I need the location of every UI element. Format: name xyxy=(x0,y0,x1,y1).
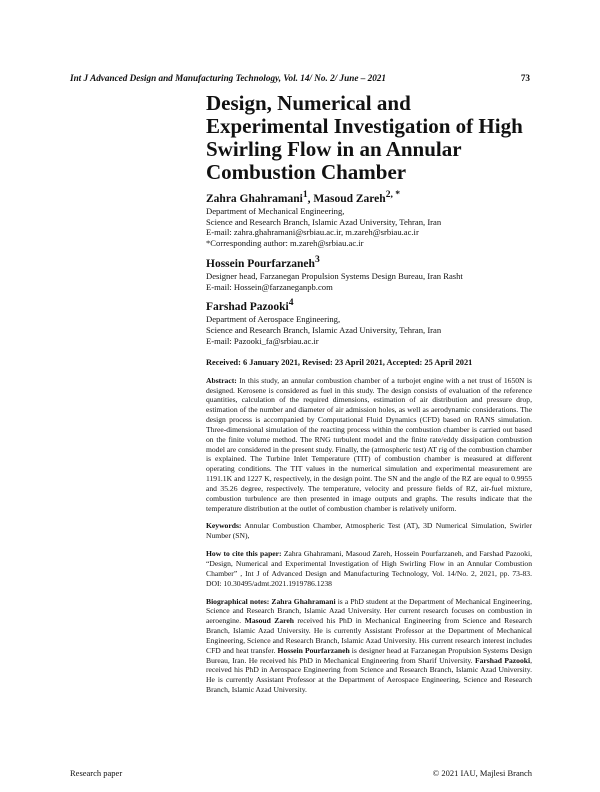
article-title xyxy=(206,92,532,184)
abstract-text: In this study, an annular combustion chamber of a turbojet engine with a net trust of 1650N is designed. Kerosene is considered as fuel in this study. The design consists of evaluation of the reference quantities, calculation of the required dimensions, estimation of air distribution and pressure drop, estimation of the number and diameter of air admission holes, as well as aerodynamic considerations. The design process is accompanied by Computational Fluid Dynamics (CFD) based on RANS simulation. Three-dimensional simulation of the reacting process within the combustion chamber is carried out based on the finite volume method. The RNG turbulent model and the finite rate/eddy dissipation combustion model are considered in the present study. Finally, the (atmospheric test) AT rig of the combustion chamber is explained. The Turbine Inlet Temperature (TIT) of combustion chamber is measured at different operating conditions. The TIT values in the numerical simulation and experimental measurement are 1191.1K and 1227 K, respectively, in the design point. The SN and the angle of the RZ are equal to 0.9955 and 35.26 degree, respectively. The temperature, velocity and pressure fields of RZ, air-fuel mixture, combustion turbulence are then presented in image outputs and graphs. The results indicate that the temperature distribution at the outlet of combustion chamber is relatively uniform. xyxy=(206,375,532,513)
bio-text: , received his PhD in Aerospace Engineering from Science and Research Branch, Islamic Azad University. He is currently Assistant Professor at the Department of Aerospace Engineering, Science and Research Branch, Islamic Azad University. xyxy=(206,655,532,695)
abstract-label: Abstract: xyxy=(206,375,237,385)
author-affil-sup: 4 xyxy=(288,297,294,309)
page-number: 73 xyxy=(520,73,530,83)
author-name: Farshad Pazooki xyxy=(206,301,289,314)
email-line: E-mail: zahra.ghahramani@srbiau.ac.ir, m.zareh@srbiau.ac.ir xyxy=(206,227,419,238)
author-names xyxy=(206,188,532,206)
citation-text: Zahra Ghahramani, Masoud Zareh, Hossein Pourfarzaneh, and Farshad Pazooki, “Design, Numerical and Experimental Investigation of High Swirling Flow in an Annular Combustion Chamber” , Int J of Advanced Design and Manufacturing Technology, Vol. 14/No. 2, 2021, pp. 73-83. DOI: 10.30495/admt.2021.1919786.1238 xyxy=(206,549,532,588)
affiliation-line: Department of Mechanical Engineering, xyxy=(206,205,345,216)
affiliation-line: Science and Research Branch, Islamic Azad University, Tehran, Iran xyxy=(206,325,442,336)
email-line: E-mail: Pazooki_fa@srbiau.ac.ir xyxy=(206,335,319,346)
author-block-1 xyxy=(206,188,532,249)
bio-text: is a PhD student at the Department of Mechanical Engineering, Science and Research Branch, Islamic Azad University. Her current research focuses on combustion in aeroengine. xyxy=(206,596,532,626)
citation-label: How to cite this paper: xyxy=(206,549,282,559)
keywords-text: Annular Combustion Chamber, Atmospheric Test (AT), 3D Numerical Simulation, Swirler Number (SN), xyxy=(206,521,532,541)
author-affil-sup: 3 xyxy=(314,254,320,266)
copyright-notice: © 2021 IAU, Majlesi Branch xyxy=(432,768,532,778)
keywords xyxy=(206,521,532,541)
title-line: Experimental Investigation of High xyxy=(206,114,523,138)
corresponding-author-line: *Corresponding author: m.zareh@srbiau.ac.ir xyxy=(206,238,364,249)
biographical-notes xyxy=(206,597,532,695)
title-line: Design, Numerical and xyxy=(206,91,411,115)
bio-text: is designer head at Farzanegan Propulsion Systems Design Bureau, Iran. He received his PhD in Mechanical Engineering from Sharif University. xyxy=(206,645,532,665)
abstract xyxy=(206,376,532,514)
email-line: E-mail: Hossein@farzaneganpb.com xyxy=(206,281,333,292)
bio-author-name: Masoud Zareh xyxy=(244,616,294,626)
paper-type-label: Research paper xyxy=(70,768,123,778)
author-name: Masoud Zareh xyxy=(313,192,386,205)
received-dates: Received: 6 January 2021, Revised: 23 April 2021, Accepted: 25 April 2021 xyxy=(206,357,473,367)
article-front-matter xyxy=(206,92,532,695)
author-affil-sup: 1 xyxy=(302,189,308,200)
affiliation-line: Department of Aerospace Engineering, xyxy=(206,314,341,325)
bio-author-name: Hossein Pourfarzaneh xyxy=(277,645,350,655)
affiliation-line: Designer head, Farzanegan Propulsion Systems Design Bureau, Iran Rasht xyxy=(206,270,463,281)
author-affil-sup: 2, * xyxy=(385,189,401,200)
bio-label: Biographical notes: xyxy=(206,596,270,606)
title-line: Combustion Chamber xyxy=(206,160,407,184)
citation xyxy=(206,549,532,588)
bio-author-name: Farshad Pazooki xyxy=(474,655,531,665)
author-block-3 xyxy=(206,296,532,346)
bio-author-name: Zahra Ghahramani xyxy=(271,596,336,606)
author-names xyxy=(206,296,532,314)
title-line: Swirling Flow in an Annular xyxy=(206,137,462,161)
author-name: Zahra Ghahramani xyxy=(206,192,303,205)
author-separator: , xyxy=(307,192,314,205)
author-block-2 xyxy=(206,253,532,292)
running-header xyxy=(70,73,530,83)
keywords-label: Keywords: xyxy=(206,521,242,531)
author-names xyxy=(206,253,532,271)
journal-name: Int J Advanced Design and Manufacturing Technology, Vol. 14/ No. 2/ June – 2021 xyxy=(70,73,386,83)
bio-text: received his PhD in Mechanical Engineering from Science and Research Branch, Islamic Azad University. He is currently Assistant Professor at the Department of Mechanical Engineering, Science and Research Branch, Islamic Azad University. His current research interest includes CFD and heat transfer. xyxy=(206,616,532,655)
affiliation-line: Science and Research Branch, Islamic Azad University, Tehran, Iran xyxy=(206,216,442,227)
author-name: Hossein Pourfarzaneh xyxy=(206,257,315,270)
